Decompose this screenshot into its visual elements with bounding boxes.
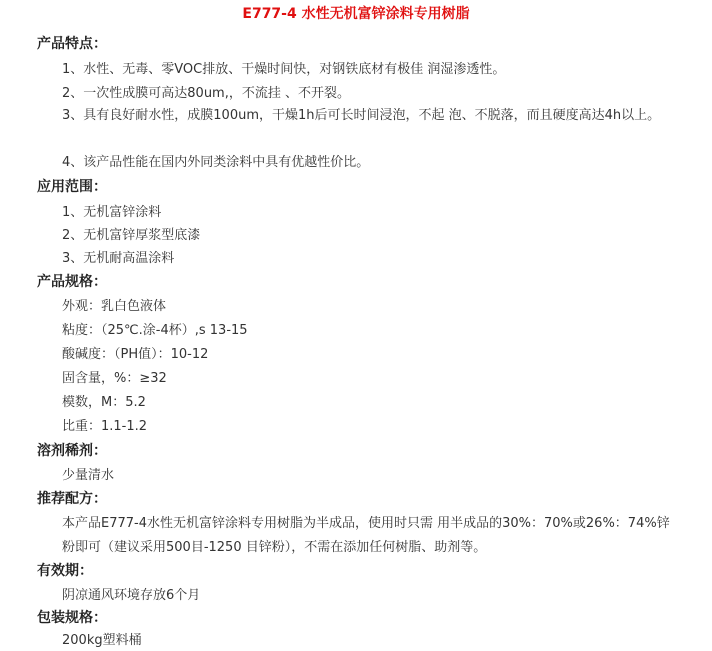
application-item-3: 3、无机耐高温涂料 (62, 251, 175, 266)
spec-item-ph: 酸碱度：（PH值）：10-12 (62, 347, 209, 362)
feature-item-1: 1、水性、无毒、零VOC排放、干燥时间快，对钢铁底材有极佳 润湿渗透性。 (62, 62, 506, 77)
section-heading-applications: 应用范围： (37, 179, 107, 195)
section-heading-specs: 产品规格： (37, 274, 107, 290)
section-heading-packaging: 包装规格： (37, 610, 107, 626)
section-heading-validity: 有效期： (37, 563, 93, 579)
spec-item-modulus: 模数，M：5.2 (62, 395, 146, 410)
diluent-item: 少量清水 (62, 468, 115, 483)
formula-text: 本产品E777-4水性无机富锌涂料专用树脂为半成品，使用时只需 用半成品的30%：70%或26%：74%锌粉即可（建议采用500目-1250 目锌粉），不需在添加任何树脂、助剂等。 (62, 516, 670, 555)
application-item-1: 1、无机富锌涂料 (62, 205, 162, 220)
document-title: E777-4 水性无机富锌涂料专用树脂 (242, 6, 470, 22)
feature-item-2: 2、一次性成膜可高达80um,，不流挂 、不开裂。 (62, 86, 350, 101)
feature-item-3: 3、具有良好耐水性，成膜100um，干燥1h后可长时间浸泡，不起 泡、不脱落，而且硬度高达4h以上。 (62, 108, 661, 123)
section-heading-formula: 推荐配方： (37, 491, 107, 507)
feature-item-4: 4、该产品性能在国内外同类涂料中具有优越性价比。 (62, 155, 370, 170)
spec-item-density: 比重：1.1-1.2 (62, 419, 148, 434)
spec-item-viscosity: 粘度：（25℃.涂-4杯）,s 13-15 (62, 323, 248, 338)
packaging-item: 200kg塑料桶 (62, 633, 142, 648)
application-item-2: 2、无机富锌厚浆型底漆 (62, 228, 201, 243)
validity-item: 阴凉通风环境存放6个月 (62, 588, 201, 603)
section-heading-diluent: 溶剂稀剂： (37, 443, 107, 459)
section-heading-features: 产品特点： (37, 36, 107, 52)
spec-item-appearance: 外观：乳白色液体 (62, 299, 167, 314)
spec-item-solids: 固含量，%：≥32 (62, 371, 167, 386)
